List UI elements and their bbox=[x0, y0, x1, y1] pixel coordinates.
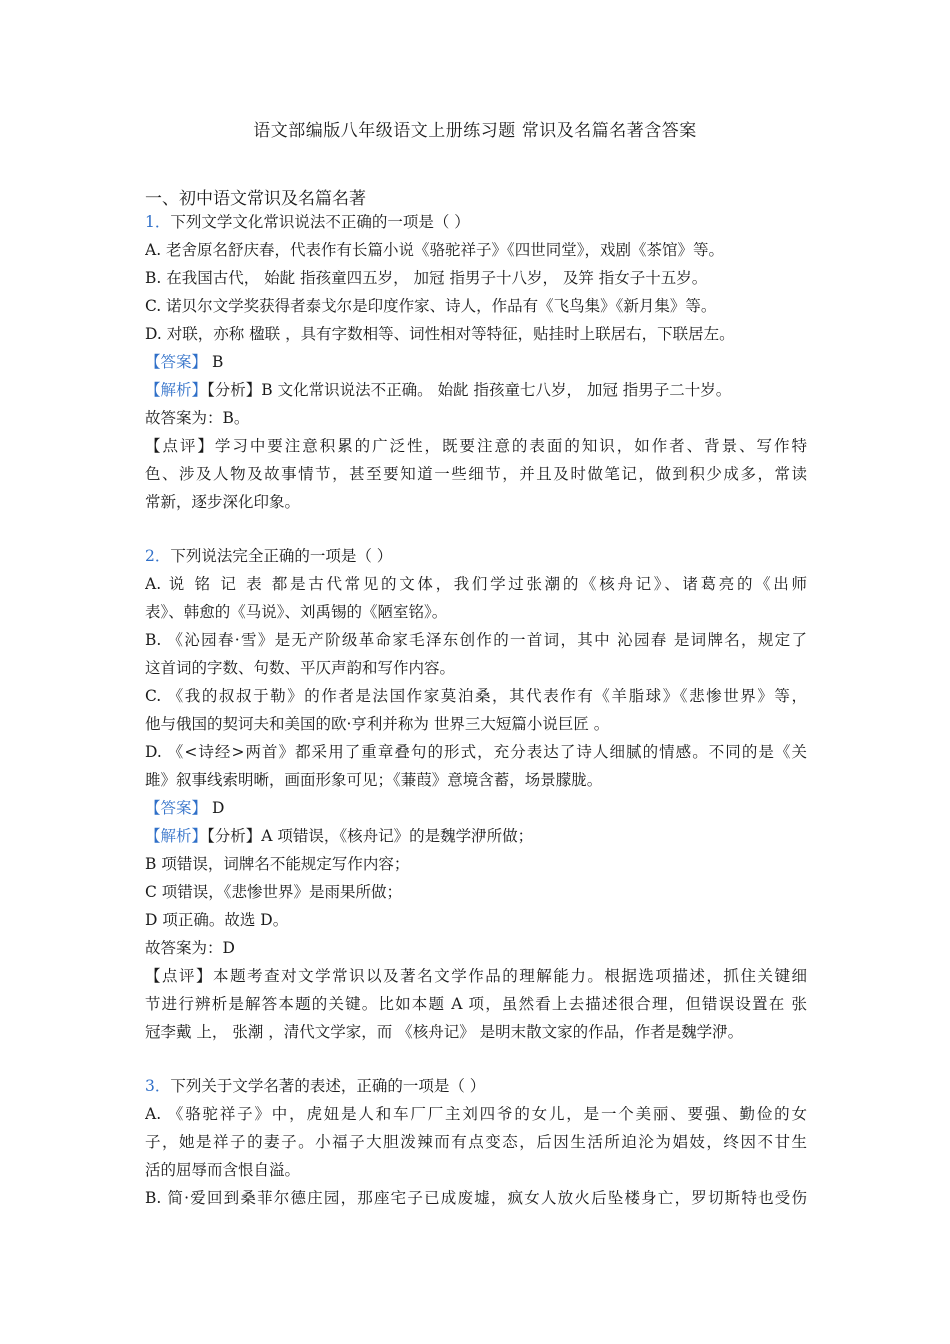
q3-option-b-line-1: B. 简·爱回到桑菲尔德庄园，那座宅子已成废墟，疯女人放火后坠楼身亡，罗切斯特也受伤 bbox=[145, 1189, 807, 1207]
q1-option-b: B. 在我国古代， 始龀 指孩童四五岁， 加冠 指男子十八岁， 及笄 指女子十五岁。 bbox=[145, 269, 708, 287]
q1-analysis bbox=[145, 376, 807, 404]
q1-option-a: A. 老舍原名舒庆春，代表作有长篇小说《骆驼祥子》《四世同堂》，戏剧《茶馆》等。 bbox=[145, 241, 725, 259]
question-number: 1． bbox=[145, 213, 171, 231]
answer-value: D bbox=[207, 799, 225, 817]
q2-option-b-line-1: B. 《沁园春·雪》是无产阶级革命家毛泽东创作的一首词，其中 沁园春 是词牌名，规定了 bbox=[145, 631, 807, 649]
q2-option-b-line-2: 这首词的字数、句数、平仄声韵和写作内容。 bbox=[145, 659, 456, 677]
question-number: 2． bbox=[145, 547, 171, 565]
q2-option-c-line-1: C. 《我的叔叔于勒》的作者是法国作家莫泊桑，其代表作有《羊脂球》《悲惨世界》等， bbox=[145, 687, 807, 705]
q3-option-a-line-1: A. 《骆驼祥子》中，虎妞是人和车厂厂主刘四爷的女儿，是一个美丽、要强、勤俭的女 bbox=[145, 1105, 807, 1123]
q2-option-a-line-2: 表》、韩愈的《马说》、刘禹锡的《陋室铭》。 bbox=[145, 603, 448, 621]
q3-option-a-line-2: 子，她是祥子的妻子。小福子大胆泼辣而有点变态，后因生活所迫沦为娼妓，终因不甘生 bbox=[145, 1133, 807, 1151]
answer-tag: 【答案】 bbox=[145, 799, 208, 817]
question-text: 下列文学文化常识说法不正确的一项是（ ） bbox=[170, 213, 470, 231]
question-1-stem bbox=[145, 208, 807, 236]
q2-comment-line-3: 冠李戴 上， 张潮 ，清代文学家，而 《核舟记》 是明末散文家的作品，作者是魏学洢。 bbox=[145, 1023, 744, 1041]
analysis-text: 【分析】A 项错误，《核舟记》的是魏学洢所做； bbox=[207, 827, 534, 845]
q2-analysis bbox=[145, 822, 807, 850]
q3-option-a-line-3: 活的屈辱而含恨自溢。 bbox=[145, 1161, 301, 1179]
question-text: 下列说法完全正确的一项是（ ） bbox=[170, 547, 393, 565]
question-3-stem bbox=[145, 1072, 807, 1100]
q1-comment-line-2: 色、涉及人物及故事情节，甚至要知道一些细节，并且及时做笔记，做到积少成多，常读 bbox=[145, 465, 807, 483]
analysis-tag: 【解析】 bbox=[145, 827, 208, 845]
q2-option-c-line-2: 他与俄国的契诃夫和美国的欧·亨利并称为 世界三大短篇小说巨匠 。 bbox=[145, 715, 610, 733]
q1-option-d: D. 对联，亦称 楹联 ，具有字数相等、词性相对等特征，贴挂时上联居右，下联居左。 bbox=[145, 325, 735, 343]
question-2-stem bbox=[145, 542, 807, 570]
q2-comment-line-1: 【点评】本题考查对文学常识以及著名文学作品的理解能力。根据选项描述，抓住关键细 bbox=[145, 967, 807, 985]
q1-answer bbox=[145, 348, 807, 376]
q1-comment-line-1: 【点评】学习中要注意积累的广泛性，既要注意的表面的知识，如作者、背景、写作特 bbox=[145, 437, 807, 455]
q1-comment-line-3: 常新，逐步深化印象。 bbox=[145, 493, 301, 511]
q2-answer bbox=[145, 794, 807, 822]
q1-option-c: C. 诺贝尔文学奖获得者泰戈尔是印度作家、诗人，作品有《飞鸟集》《新月集》等。 bbox=[145, 297, 717, 315]
q2-option-a-line-1: A. 说 铭 记 表 都是古代常见的文体，我们学过张潮的《核舟记》、诸葛亮的《出师 bbox=[145, 575, 807, 593]
document-body bbox=[145, 208, 807, 1212]
section-heading: 一、初中语文常识及名篇名著 bbox=[145, 189, 366, 209]
q2-conclusion: 故答案为：D bbox=[145, 939, 235, 957]
analysis-tag: 【解析】 bbox=[145, 381, 208, 399]
answer-tag: 【答案】 bbox=[145, 353, 208, 371]
q1-conclusion: 故答案为：B。 bbox=[145, 409, 250, 427]
answer-value: B bbox=[207, 353, 224, 371]
analysis-text: 【分析】B 文化常识说法不正确。 始龀 指孩童七八岁， 加冠 指男子二十岁。 bbox=[207, 381, 732, 399]
q2-analysis-line-4: D 项正确。故选 D。 bbox=[145, 911, 289, 929]
q2-analysis-line-3: C 项错误，《悲惨世界》是雨果所做； bbox=[145, 883, 403, 901]
q2-comment-line-2: 节进行辨析是解答本题的关键。比如本题 A 项，虽然看上去描述很合理，但错误设置在 张 bbox=[145, 995, 807, 1013]
q2-option-d-line-2: 雎》叙事线索明晰，画面形象可见；《蒹葭》意境含蓄，场景朦胧。 bbox=[145, 771, 603, 789]
question-text: 下列关于文学名著的表述，正确的一项是（ ） bbox=[170, 1077, 486, 1095]
q2-analysis-line-2: B 项错误，词牌名不能规定写作内容； bbox=[145, 855, 410, 873]
document-title: 语文部编版八年级语文上册练习题 常识及名篇名著含答案 bbox=[253, 121, 697, 141]
question-number: 3． bbox=[145, 1077, 171, 1095]
q2-option-d-line-1: D. 《<诗经>两首》都采用了重章叠句的形式，充分表达了诗人细腻的情感。不同的是《关 bbox=[145, 743, 807, 761]
